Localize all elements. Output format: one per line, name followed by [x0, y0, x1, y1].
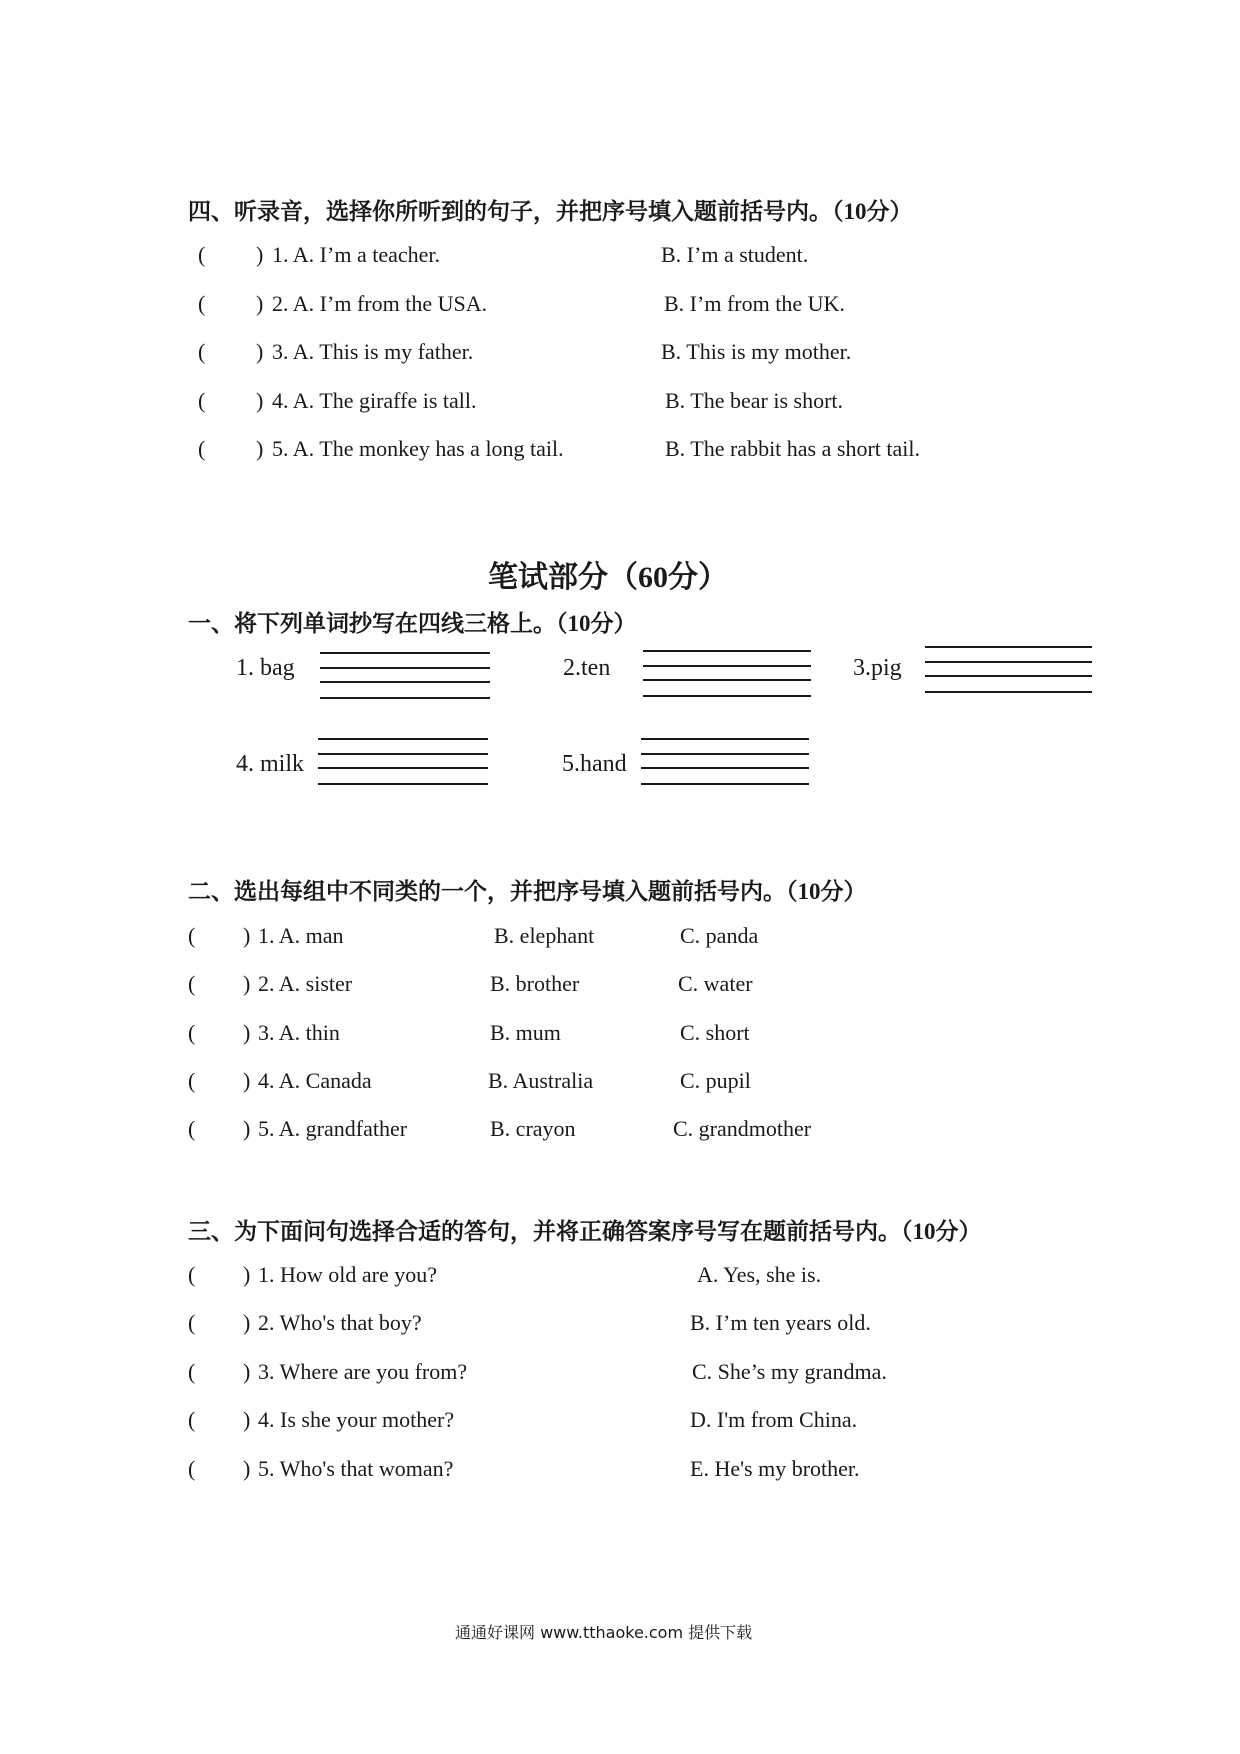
- option-a: 4. A. The giraffe is tall.: [272, 388, 477, 413]
- answer-paren-open: (: [188, 1456, 196, 1481]
- handwriting-grid: [641, 738, 809, 788]
- option-c: C. pupil: [680, 1068, 751, 1093]
- answer-paren-close: ): [243, 1020, 251, 1045]
- answer-paren-open: (: [188, 1020, 196, 1045]
- answer-paren-open: (: [188, 1116, 196, 1141]
- option-c: C. panda: [680, 923, 759, 948]
- option-b: B. I’m a student.: [661, 242, 809, 267]
- option-a: 5. A. grandfather: [258, 1116, 408, 1141]
- word-label: 3.pig: [853, 655, 902, 681]
- option-a: 2. A. sister: [258, 971, 353, 996]
- answer-paren-open: (: [188, 1262, 196, 1287]
- answer-paren-open: (: [188, 1310, 196, 1335]
- word-label: 2.ten: [563, 655, 611, 681]
- question: 5. Who's that woman?: [258, 1456, 454, 1481]
- section2-heading: 二、选出每组中不同类的一个，并把序号填入题前括号内。（10分）: [188, 879, 867, 904]
- answer-option: D. I'm from China.: [690, 1407, 858, 1432]
- option-b: B. crayon: [490, 1116, 576, 1141]
- answer-paren-open: (: [188, 971, 196, 996]
- word-label: 1. bag: [236, 655, 295, 681]
- handwriting-grid: [643, 650, 811, 700]
- answer-paren-close: ): [243, 1407, 251, 1432]
- answer-paren-close: ): [243, 1359, 251, 1384]
- question: 1. How old are you?: [258, 1262, 438, 1287]
- option-a: 3. A. thin: [258, 1020, 340, 1045]
- handwriting-grid: [320, 652, 490, 702]
- option-b: B. The bear is short.: [665, 388, 844, 413]
- page-footer: 通通好课网 www.tthaoke.com 提供下载: [455, 1623, 753, 1642]
- section3-heading: 三、为下面问句选择合适的答句，并将正确答案序号写在题前括号内。（10分）: [188, 1219, 982, 1244]
- answer-paren-open: (: [198, 242, 206, 267]
- option-b: B. brother: [490, 971, 580, 996]
- answer-paren-close: ): [243, 923, 251, 948]
- answer-paren-open: (: [198, 388, 206, 413]
- answer-paren-open: (: [188, 923, 196, 948]
- answer-paren-close: ): [243, 1456, 251, 1481]
- option-a: 3. A. This is my father.: [272, 339, 474, 364]
- option-a: 2. A. I’m from the USA.: [272, 291, 488, 316]
- option-b: B. The rabbit has a short tail.: [665, 436, 920, 461]
- option-b: B. Australia: [488, 1068, 594, 1093]
- option-c: C. water: [678, 971, 753, 996]
- answer-option: E. He's my brother.: [690, 1456, 860, 1481]
- option-b: B. This is my mother.: [661, 339, 852, 364]
- answer-option: A. Yes, she is.: [697, 1262, 822, 1287]
- question: 4. Is she your mother?: [258, 1407, 455, 1432]
- answer-paren-close: ): [256, 339, 264, 364]
- option-a: 1. A. man: [258, 923, 344, 948]
- option-a: 5. A. The monkey has a long tail.: [272, 436, 564, 461]
- handwriting-grid: [318, 738, 488, 788]
- answer-paren-open: (: [188, 1068, 196, 1093]
- answer-paren-close: ): [256, 436, 264, 461]
- option-b: B. I’m from the UK.: [664, 291, 845, 316]
- section1-heading: 一、将下列单词抄写在四线三格上。（10分）: [188, 611, 637, 636]
- answer-paren-close: ): [256, 388, 264, 413]
- question: 2. Who's that boy?: [258, 1310, 422, 1335]
- page-title: 笔试部分（60分）: [488, 561, 728, 594]
- word-label: 4. milk: [236, 751, 305, 777]
- answer-option: C. She’s my grandma.: [692, 1359, 887, 1384]
- answer-option: B. I’m ten years old.: [690, 1310, 871, 1335]
- answer-paren-close: ): [256, 242, 264, 267]
- question: 3. Where are you from?: [258, 1359, 468, 1384]
- answer-paren-close: ): [256, 291, 264, 316]
- option-b: B. elephant: [494, 923, 595, 948]
- answer-paren-open: (: [188, 1359, 196, 1384]
- answer-paren-open: (: [198, 436, 206, 461]
- option-b: B. mum: [490, 1020, 561, 1045]
- handwriting-grid: [925, 646, 1092, 696]
- answer-paren-open: (: [188, 1407, 196, 1432]
- answer-paren-close: ): [243, 1310, 251, 1335]
- answer-paren-open: (: [198, 339, 206, 364]
- option-c: C. grandmother: [673, 1116, 812, 1141]
- section4-heading: 四、听录音，选择你所听到的句子，并把序号填入题前括号内。（10分）: [188, 199, 913, 224]
- answer-paren-close: ): [243, 971, 251, 996]
- option-a: 4. A. Canada: [258, 1068, 372, 1093]
- word-label: 5.hand: [562, 751, 627, 777]
- answer-paren-open: (: [198, 291, 206, 316]
- answer-paren-close: ): [243, 1262, 251, 1287]
- answer-paren-close: ): [243, 1068, 251, 1093]
- option-a: 1. A. I’m a teacher.: [272, 242, 440, 267]
- answer-paren-close: ): [243, 1116, 251, 1141]
- option-c: C. short: [680, 1020, 750, 1045]
